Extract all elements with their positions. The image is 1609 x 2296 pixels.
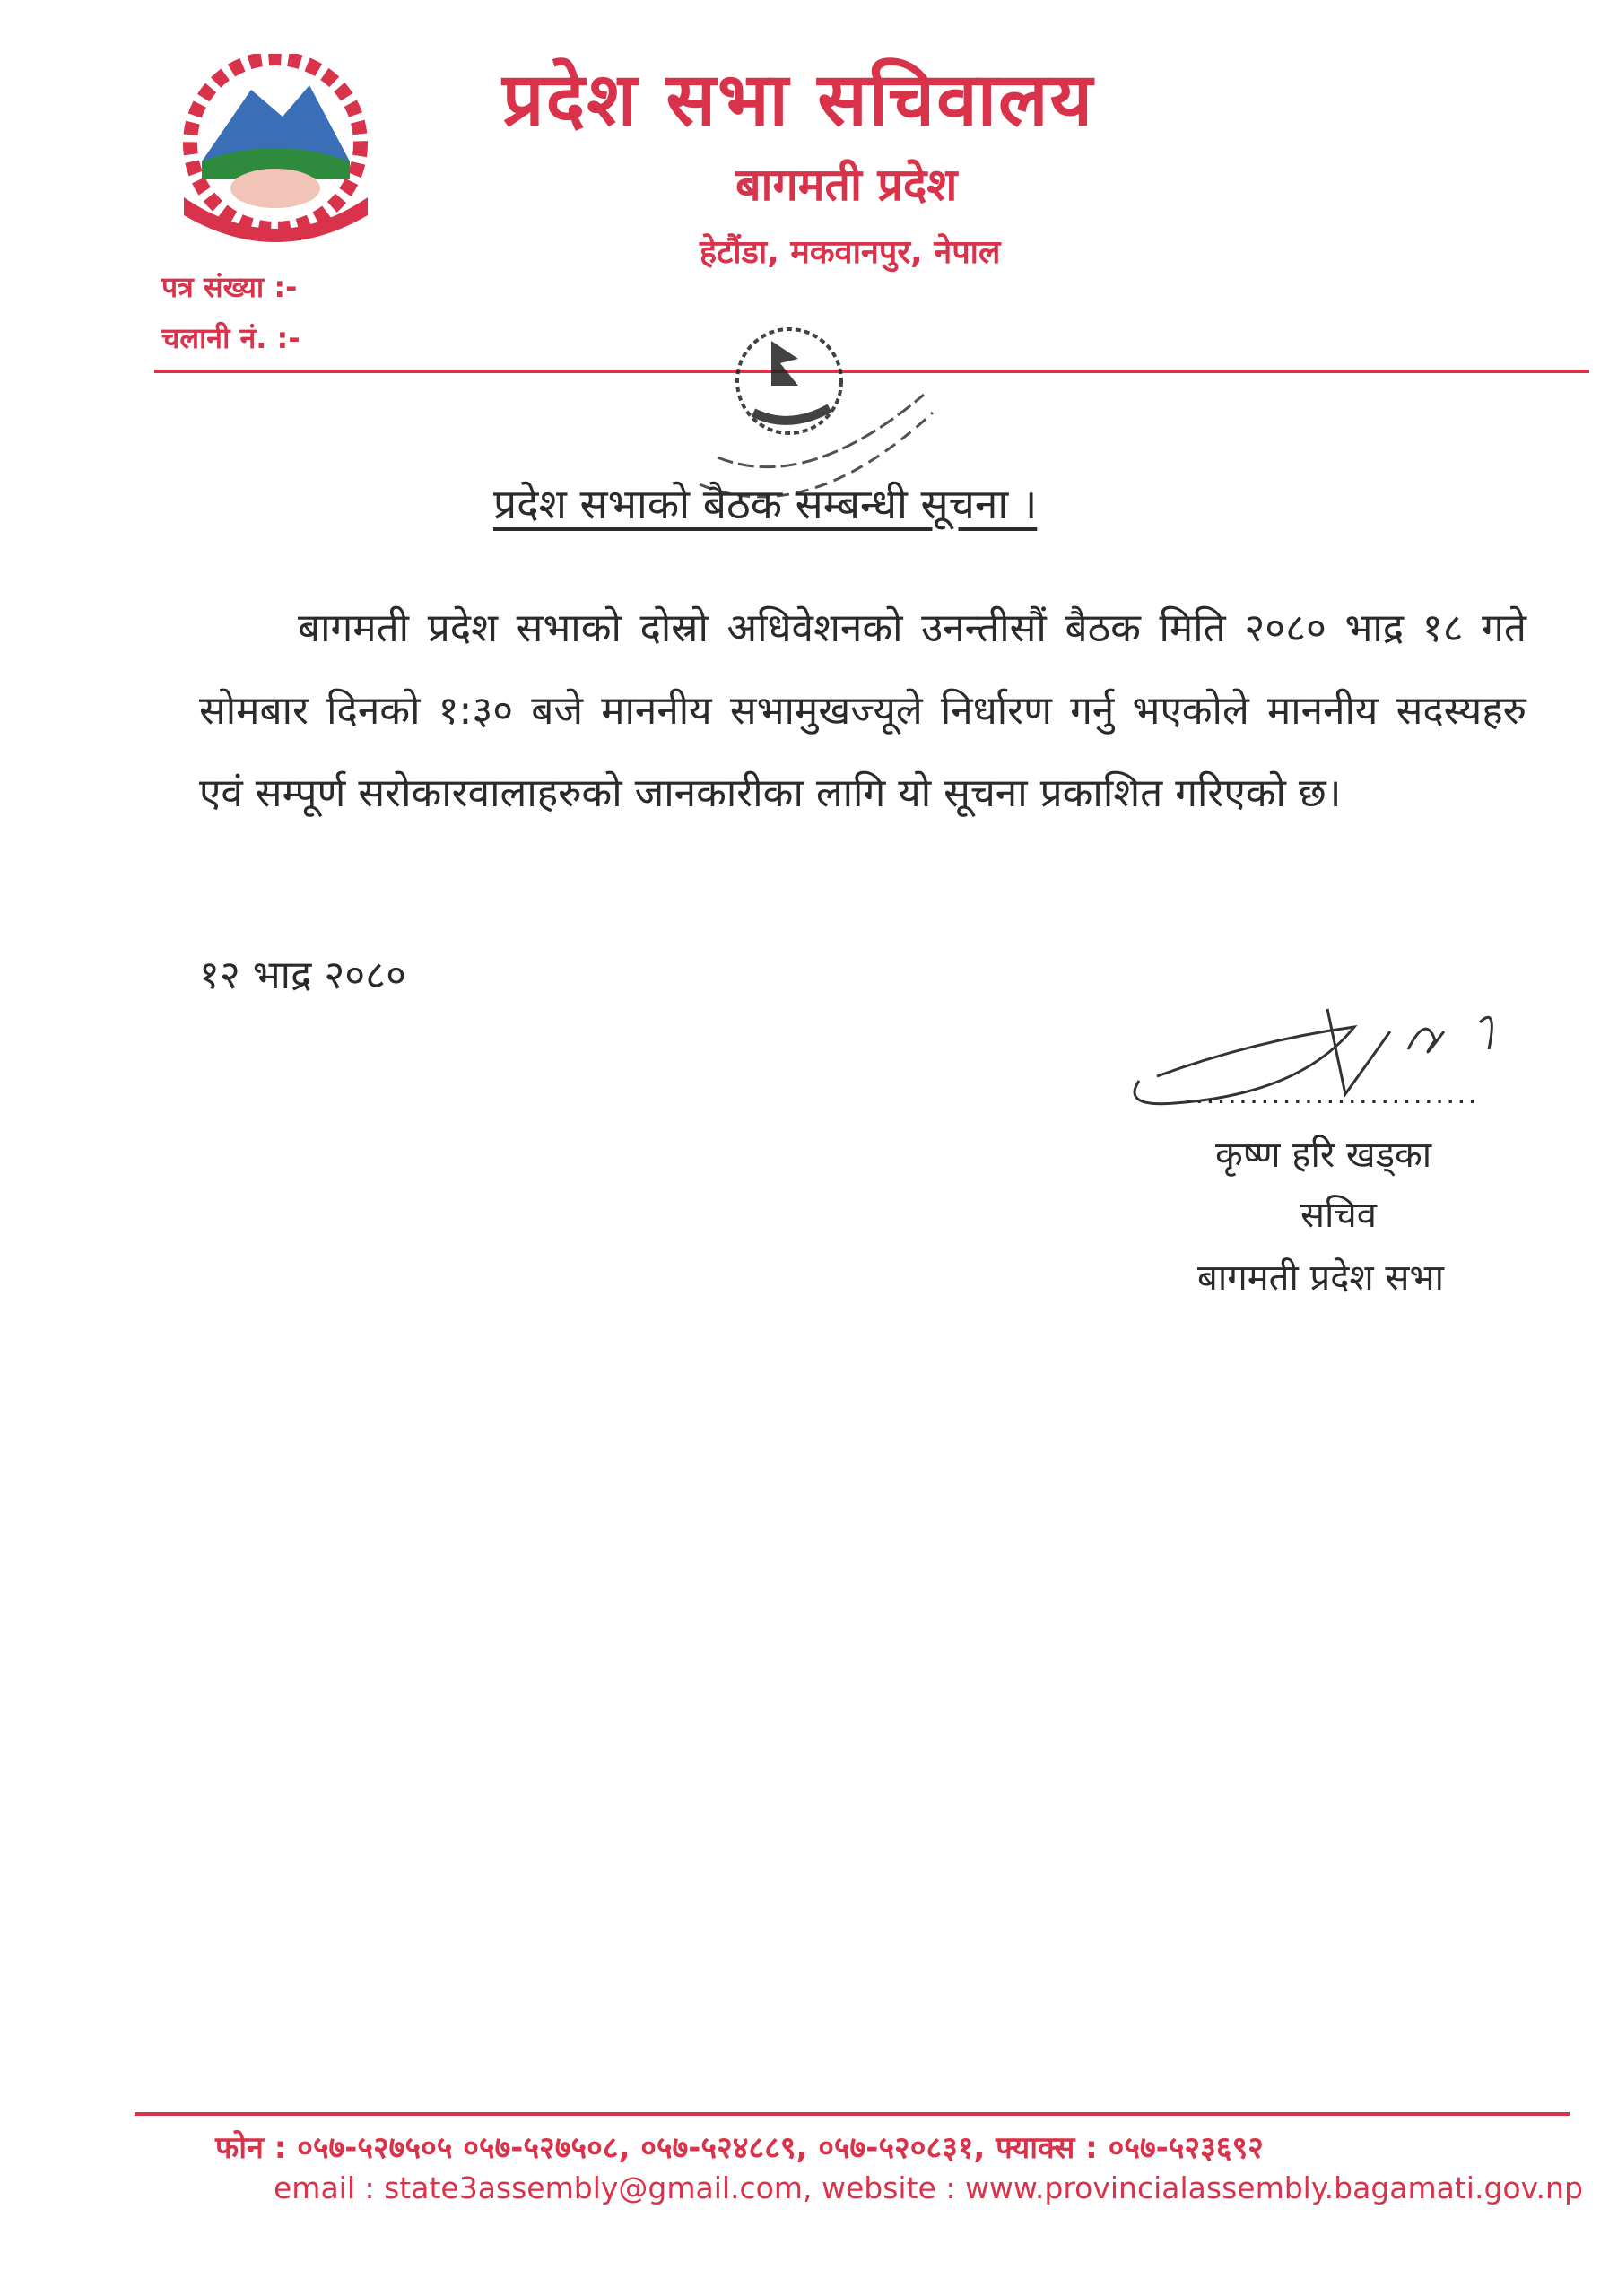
footer-phone: फोन : ०५७-५२७५०५ ०५७-५२७५०८, ०५७-५२४८८९, ०५७-५२०८३१, फ्याक्स : ०५७-५२३६९२ — [215, 2130, 1264, 2166]
footer-email-website: email : state3assembly@gmail.com, website : www.provincialassembly.bagamati.gov.np — [274, 2170, 1583, 2205]
signatory-role: सचिव — [1300, 1195, 1378, 1236]
office-address: हेटौंडा, मकवानपुर, नेपाल — [700, 234, 1001, 271]
notice-body — [199, 587, 1526, 835]
notice-paragraph: बागमती प्रदेश सभाको दोस्रो अधिवेशनको उनन्तीसौं बैठक मिति २०८० भाद्र १८ गते सोमबार दिनको १:३० बजे माननीय सभामुखज्यूले निर्धारण गर्नु भएकोले माननीय सदस्यहरु एवं सम्पूर्ण सरोकारवालाहरुको जानकारीका लागि यो सूचना प्रकाशित गरिएको छ। — [199, 605, 1526, 816]
notice-date: १२ भाद्र २०८० — [199, 952, 406, 998]
signature-line: ........................... — [1184, 1076, 1479, 1110]
letter-number-label: पत्र संख्या :- — [161, 270, 298, 304]
nepal-emblem-logo — [166, 54, 386, 242]
office-title: प्रदेश सभा सचिवालय — [502, 57, 1095, 143]
notice-heading: प्रदेश सभाको बैठक सम्बन्धी सूचना । — [493, 480, 1038, 528]
signatory-name: कृष्ण हरि खड्का — [1215, 1135, 1432, 1176]
province-name: बागमती प्रदेश — [735, 159, 958, 211]
signatory-organization: बागमती प्रदेश सभा — [1197, 1257, 1444, 1299]
dispatch-number-label: चलानी नं. :- — [161, 321, 300, 355]
footer-divider — [135, 2112, 1570, 2116]
